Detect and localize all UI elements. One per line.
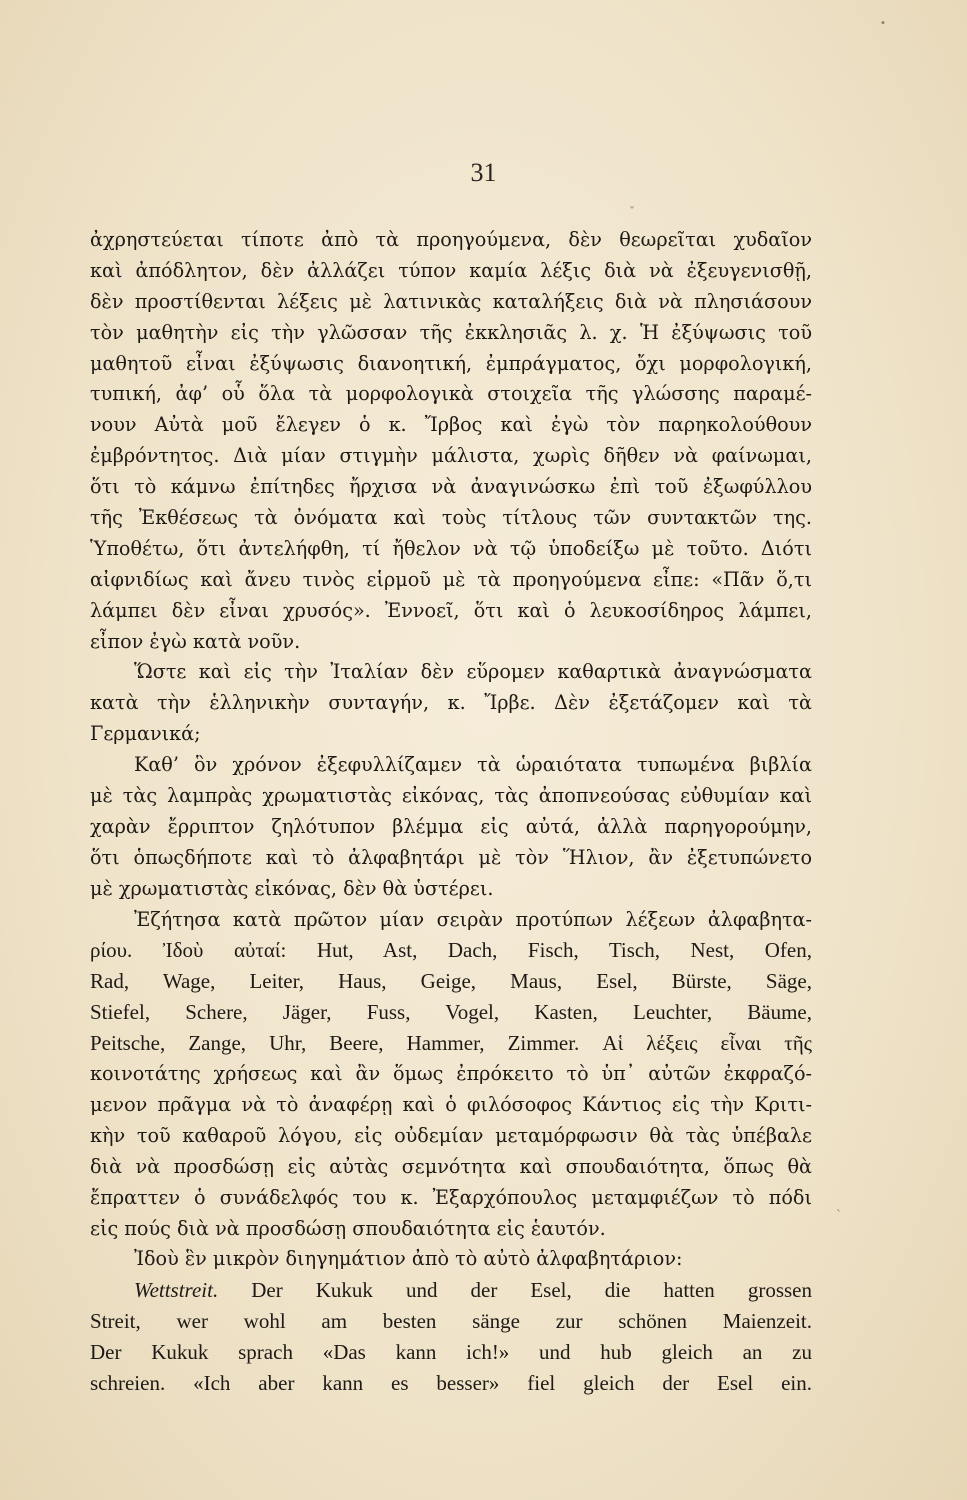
scan-speck: • (880, 18, 886, 29)
text-line: Ὥστε καὶ εἰς τὴν Ἰταλίαν δὲν εὕρομεν καθαρτικὰ ἀναγνώσματα (134, 660, 812, 684)
text-line: κοινοτάτης χρήσεως καὶ ἂν ὅμως ἐπρόκειτο τὸ ὑπ᾿ αὐτῶν ἐκφραζό- (90, 1062, 812, 1086)
text-line: ἀχρηστεύεται τίποτε ἀπὸ τὰ προηγούμενα, δὲν θεωρεῖται χυδαῖον (90, 228, 812, 251)
text-line: καὶ ἀπόδλητον, δὲν ἀλλάζει τύπον καμία λέξις διὰ νὰ ἐξευγενισθῇ, (90, 258, 812, 282)
text-line: τυπική, ἀφ’ οὗ ὅλα τὰ μορφολογικὰ στοιχεῖα τῆς γλώσσης παραμέ- (90, 382, 812, 406)
text-line: ρίου. Ἰδοὺ αὐταί: Hut, Ast, Dach, Fisch, Tisch, Nest, Ofen, (90, 938, 812, 963)
text-line: δὲν προστίθενται λέξεις μὲ λατινικὰς καταλήξεις διὰ νὰ πλησιάσουν (90, 289, 812, 313)
text-line: ἔπραττεν ὁ συνάδελφός του κ. Ἐξαρχόπουλος μεταμφιέζων τὸ πόδι (90, 1185, 812, 1209)
text-line: Stiefel, Schere, Jäger, Fuss, Vogel, Kasten, Leuchter, Bäume, (90, 1000, 812, 1025)
text-line: ὅτι ὁπωςδήποτε καὶ τὸ ἀλφαβητάρι μὲ τὸν Ἥλιον, ἂν ἐξετυπώνετο (90, 845, 812, 869)
scan-speck: ˋ (836, 1208, 842, 1222)
text-line: μενον πρᾶγμα νὰ τὸ ἀναφέρῃ καὶ ὁ φιλόσοφος Κάντιος εἰς τὴν Κριτι- (90, 1092, 812, 1116)
text-line: λάμπει δὲν εἶναι χρυσός». Ἐννοεῖ, ὅτι καὶ ὁ λευκοσίδηρος λάμπει, (90, 598, 812, 622)
story-text: Der Kukuk und der Esel, die hatten grossen (251, 1278, 812, 1303)
text-line: Rad, Wage, Leiter, Haus, Geige, Maus, Esel, Bürste, Säge, (90, 969, 812, 994)
text-line: τῆς Ἐκθέσεως τὰ ὀνόματα καὶ τοὺς τίτλους τῶν συντακτῶν της. (90, 506, 812, 530)
text-line: Γερμανικά; (90, 722, 201, 746)
text-line: Streit, wer wohl am besten sänge zur schönen Maienzeit. (90, 1309, 812, 1334)
page-number: 31 (470, 158, 497, 187)
text-line: αἰφνιδίως καὶ ἄνευ τινὸς εἱρμοῦ μὲ τὰ προηγούμενα εἶπε: «Πᾶν ὅ,τι (90, 567, 812, 591)
text-line: κατὰ τὴν ἑλληνικὴν συνταγήν, κ. Ἴρβε. Δὲν ἐξετάζομεν καὶ τὰ (90, 691, 812, 715)
text-line: εἶπον ἐγὼ κατὰ νοῦν. (90, 629, 301, 653)
scan-speck: ˇ (629, 205, 635, 219)
text-line: Der Kukuk sprach «Das kann ich!» und hub gleich an zu (90, 1340, 812, 1365)
text-line: κὴν τοῦ καθαροῦ λόγου, εἰς οὐδεμίαν μεταμόρφωσιν θὰ τὰς ὑπέβαλε (90, 1123, 812, 1147)
text-line: μὲ χρωματιστὰς εἰκόνας, δὲν θὰ ὑστέρει. (90, 876, 494, 900)
text-line: Peitsche, Zange, Uhr, Beere, Hammer, Zimmer. Αἱ λέξεις εἶναι τῆς (90, 1031, 812, 1056)
text-line: Ἐζήτησα κατὰ πρῶτον μίαν σειρὰν προτύπων λέξεων ἀλφαβητα- (134, 907, 812, 931)
text-line: εἰς πούς διὰ νὰ προσδώσῃ σπουδαιότητα εἰς ἑαυτόν. (90, 1216, 606, 1240)
text-line: χαρὰν ἔρριπτον ζηλότυπον βλέμμα εἰς αὐτά, ἀλλὰ παρηγορούμην, (90, 814, 812, 838)
text-line: μαθητοῦ εἶναι ἐξύψωσις διανοητική, ἐμπράγματος, ὄχι μορφολογική, (90, 351, 812, 375)
text-line (90, 1275, 812, 1306)
text-line: schreien. «Ich aber kann es besser» fiel gleich der Esel ein. (90, 1370, 812, 1395)
text-line: νουν Αὐτὰ μοῦ ἔλεγεν ὁ κ. Ἴρβος καὶ ἐγὼ τὸν παρηκολούθουν (90, 413, 812, 437)
text-line: Ὑποθέτω, ὅτι ἀντελήφθη, τί ἤθελον νὰ τῷ ὑποδείξω μὲ τοῦτο. Διότι (90, 536, 812, 560)
story-title: Wettstreit. (134, 1278, 219, 1303)
text-line: διὰ νὰ προσδώσῃ εἰς αὐτὰς σεμνότητα καὶ σπουδαιότητα, ὅπως θὰ (90, 1154, 812, 1178)
text-line: Καθ’ ὃν χρόνον ἐξεφυλλίζαμεν τὰ ὡραιότατα τυπωμένα βιβλία (134, 753, 812, 777)
text-line: ὅτι τὸ κάμνω ἐπίτηδες ἤρχισα νὰ ἀναγινώσκω ἐπὶ τοῦ ἐξωφύλλου (90, 475, 812, 499)
text-line: ἐμβρόντητος. Διὰ μίαν στιγμὴν μάλιστα, χωρὶς δῆθεν νὰ φαίνωμαι, (90, 444, 812, 468)
text-line: τὸν μαθητὴν εἰς τὴν γλῶσσαν τῆς ἐκκλησιᾶς λ. χ. Ἡ ἐξύψωσις τοῦ (90, 320, 812, 344)
text-line: μὲ τὰς λαμπρὰς χρωματιστὰς εἰκόνας, τὰς ἀποπνεούσας εὐθυμίαν καὶ (90, 784, 812, 808)
text-line: Ἰδοὺ ἓν μικρὸν διηγημάτιον ἀπὸ τὸ αὐτὸ ἀλφαβητάριον: (134, 1247, 683, 1271)
body-text (90, 225, 812, 1399)
